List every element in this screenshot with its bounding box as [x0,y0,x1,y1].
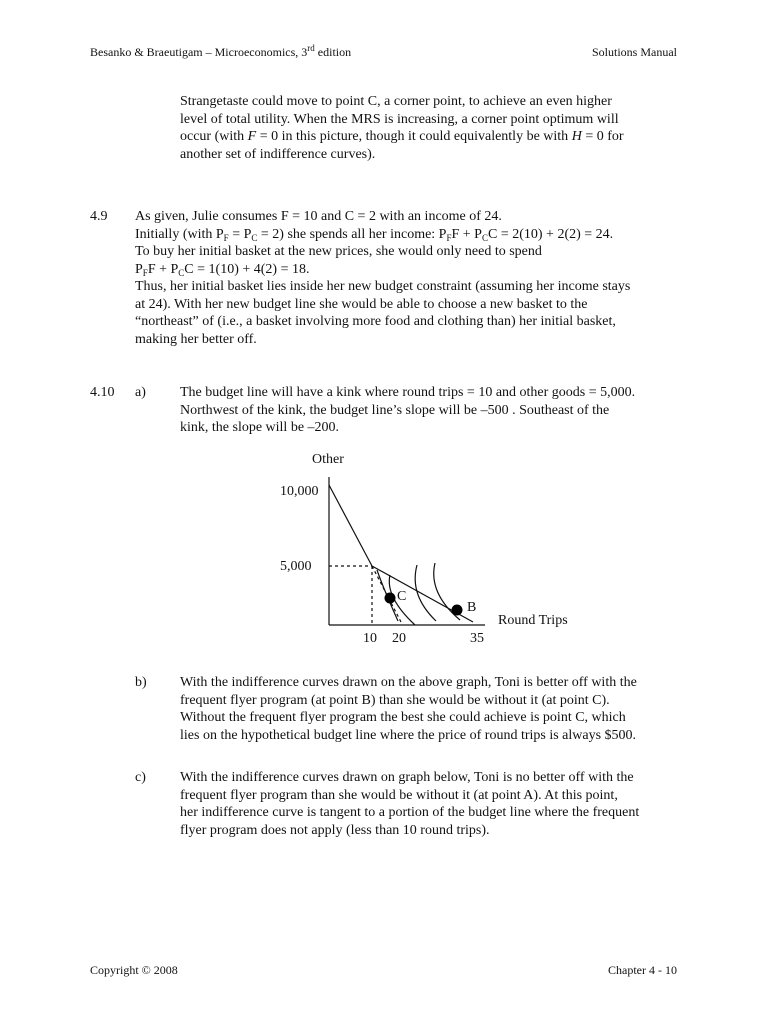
intro-line: another set of indifference curves). [180,146,376,162]
x-tick-label: 35 [470,631,484,646]
answer-line: at 24). With her new budget line she would be able to choose a new basket to the [135,296,588,312]
answer-line: $P_FF + P_CC = 1(10) + 4(2) = 18$. [135,261,310,278]
answer-4-10-a [180,384,635,437]
indifference-curve [415,565,436,621]
point-b-label: B [467,600,477,615]
x-tick-label: 10 [363,631,377,646]
running-header-title: Besanko & Braeutigam – Microeconomics, 3rd edition [90,43,352,59]
question-number: 4.9 [90,209,108,224]
part-label: a) [135,385,146,400]
answer-line: frequent flyer program than she would be without it (at point A). At this point, [180,787,618,803]
answer-4-10-b [180,674,637,744]
answer-line: “northeast” of (i.e., a basket involving more food and clothing than) her initial basket, [135,314,616,329]
y-tick-label: 10,000 [280,484,319,499]
answer-line: lies on the hypothetical budget line where the price of round trips is always $500. [180,727,637,743]
intro-paragraph [180,93,624,163]
question-number: 4.10 [90,385,115,400]
x-axis-label: Round Trips [498,613,568,628]
answer-line: making her better off. [135,331,257,347]
budget-line-graph [270,445,600,650]
answer-line: frequent flyer program (at point B) than she would be without it (at point C). [180,692,610,708]
point-b-marker [452,605,463,616]
answer-line: As given, Julie consumes F = 10 and C = 2 with an income of 24. [135,209,502,224]
answer-line: With the indifference curves drawn on graph below, Toni is no better off with the [180,770,634,785]
answer-line: The budget line will have a kink where round trips = 10 and other goods = 5,000. [180,385,636,400]
answer-line: With the indifference curves drawn on the above graph, Toni is better off with the [180,675,637,690]
answer-line: flyer program does not apply (less than 10 round trips). [180,822,490,838]
intro-line: occur (with F = 0 in this picture, though it could equivalently be with H = 0 for [180,129,624,144]
answer-4-10-c [180,769,639,839]
part-label: c) [135,770,146,785]
point-c-marker [385,593,396,604]
answer-line: kink, the slope will be –200. [180,420,340,435]
answer-line: Initially (with $P_F = P_C = 2$) she spends all her income: $P_FF + P_CC = 2(10) + 2(2) = 24$. [135,226,614,243]
point-c-label: C [397,589,407,604]
answer-4-9 [135,208,630,348]
y-tick-label: 5,000 [280,559,312,574]
answer-line: Without the frequent flyer program the best she could achieve is point C, which [180,710,626,725]
intro-line: Strangetaste could move to point C, a corner point, to achieve an even higher [180,94,612,109]
answer-line: Thus, her initial basket lies inside her new budget constraint (assuming her income stays [135,279,631,294]
answer-line: her indifference curve is tangent to a portion of the budget line where the frequent [180,805,640,820]
answer-line: To buy her initial basket at the new prices, she would only need to spend [135,244,542,259]
budget-line-steep-segment [329,485,372,566]
footer-copyright: Copyright © 2008 [90,963,178,977]
part-label: b) [135,675,147,690]
x-tick-label: 20 [392,631,406,646]
y-axis-label: Other [312,452,344,467]
intro-line: level of total utility. When the MRS is increasing, a corner point optimum will [180,111,619,127]
answer-line: Northwest of the kink, the budget line’s slope will be –500 . Southeast of the [180,402,610,418]
running-header-manual: Solutions Manual [591,45,677,59]
footer-page-number: Chapter 4 - 10 [608,963,677,977]
